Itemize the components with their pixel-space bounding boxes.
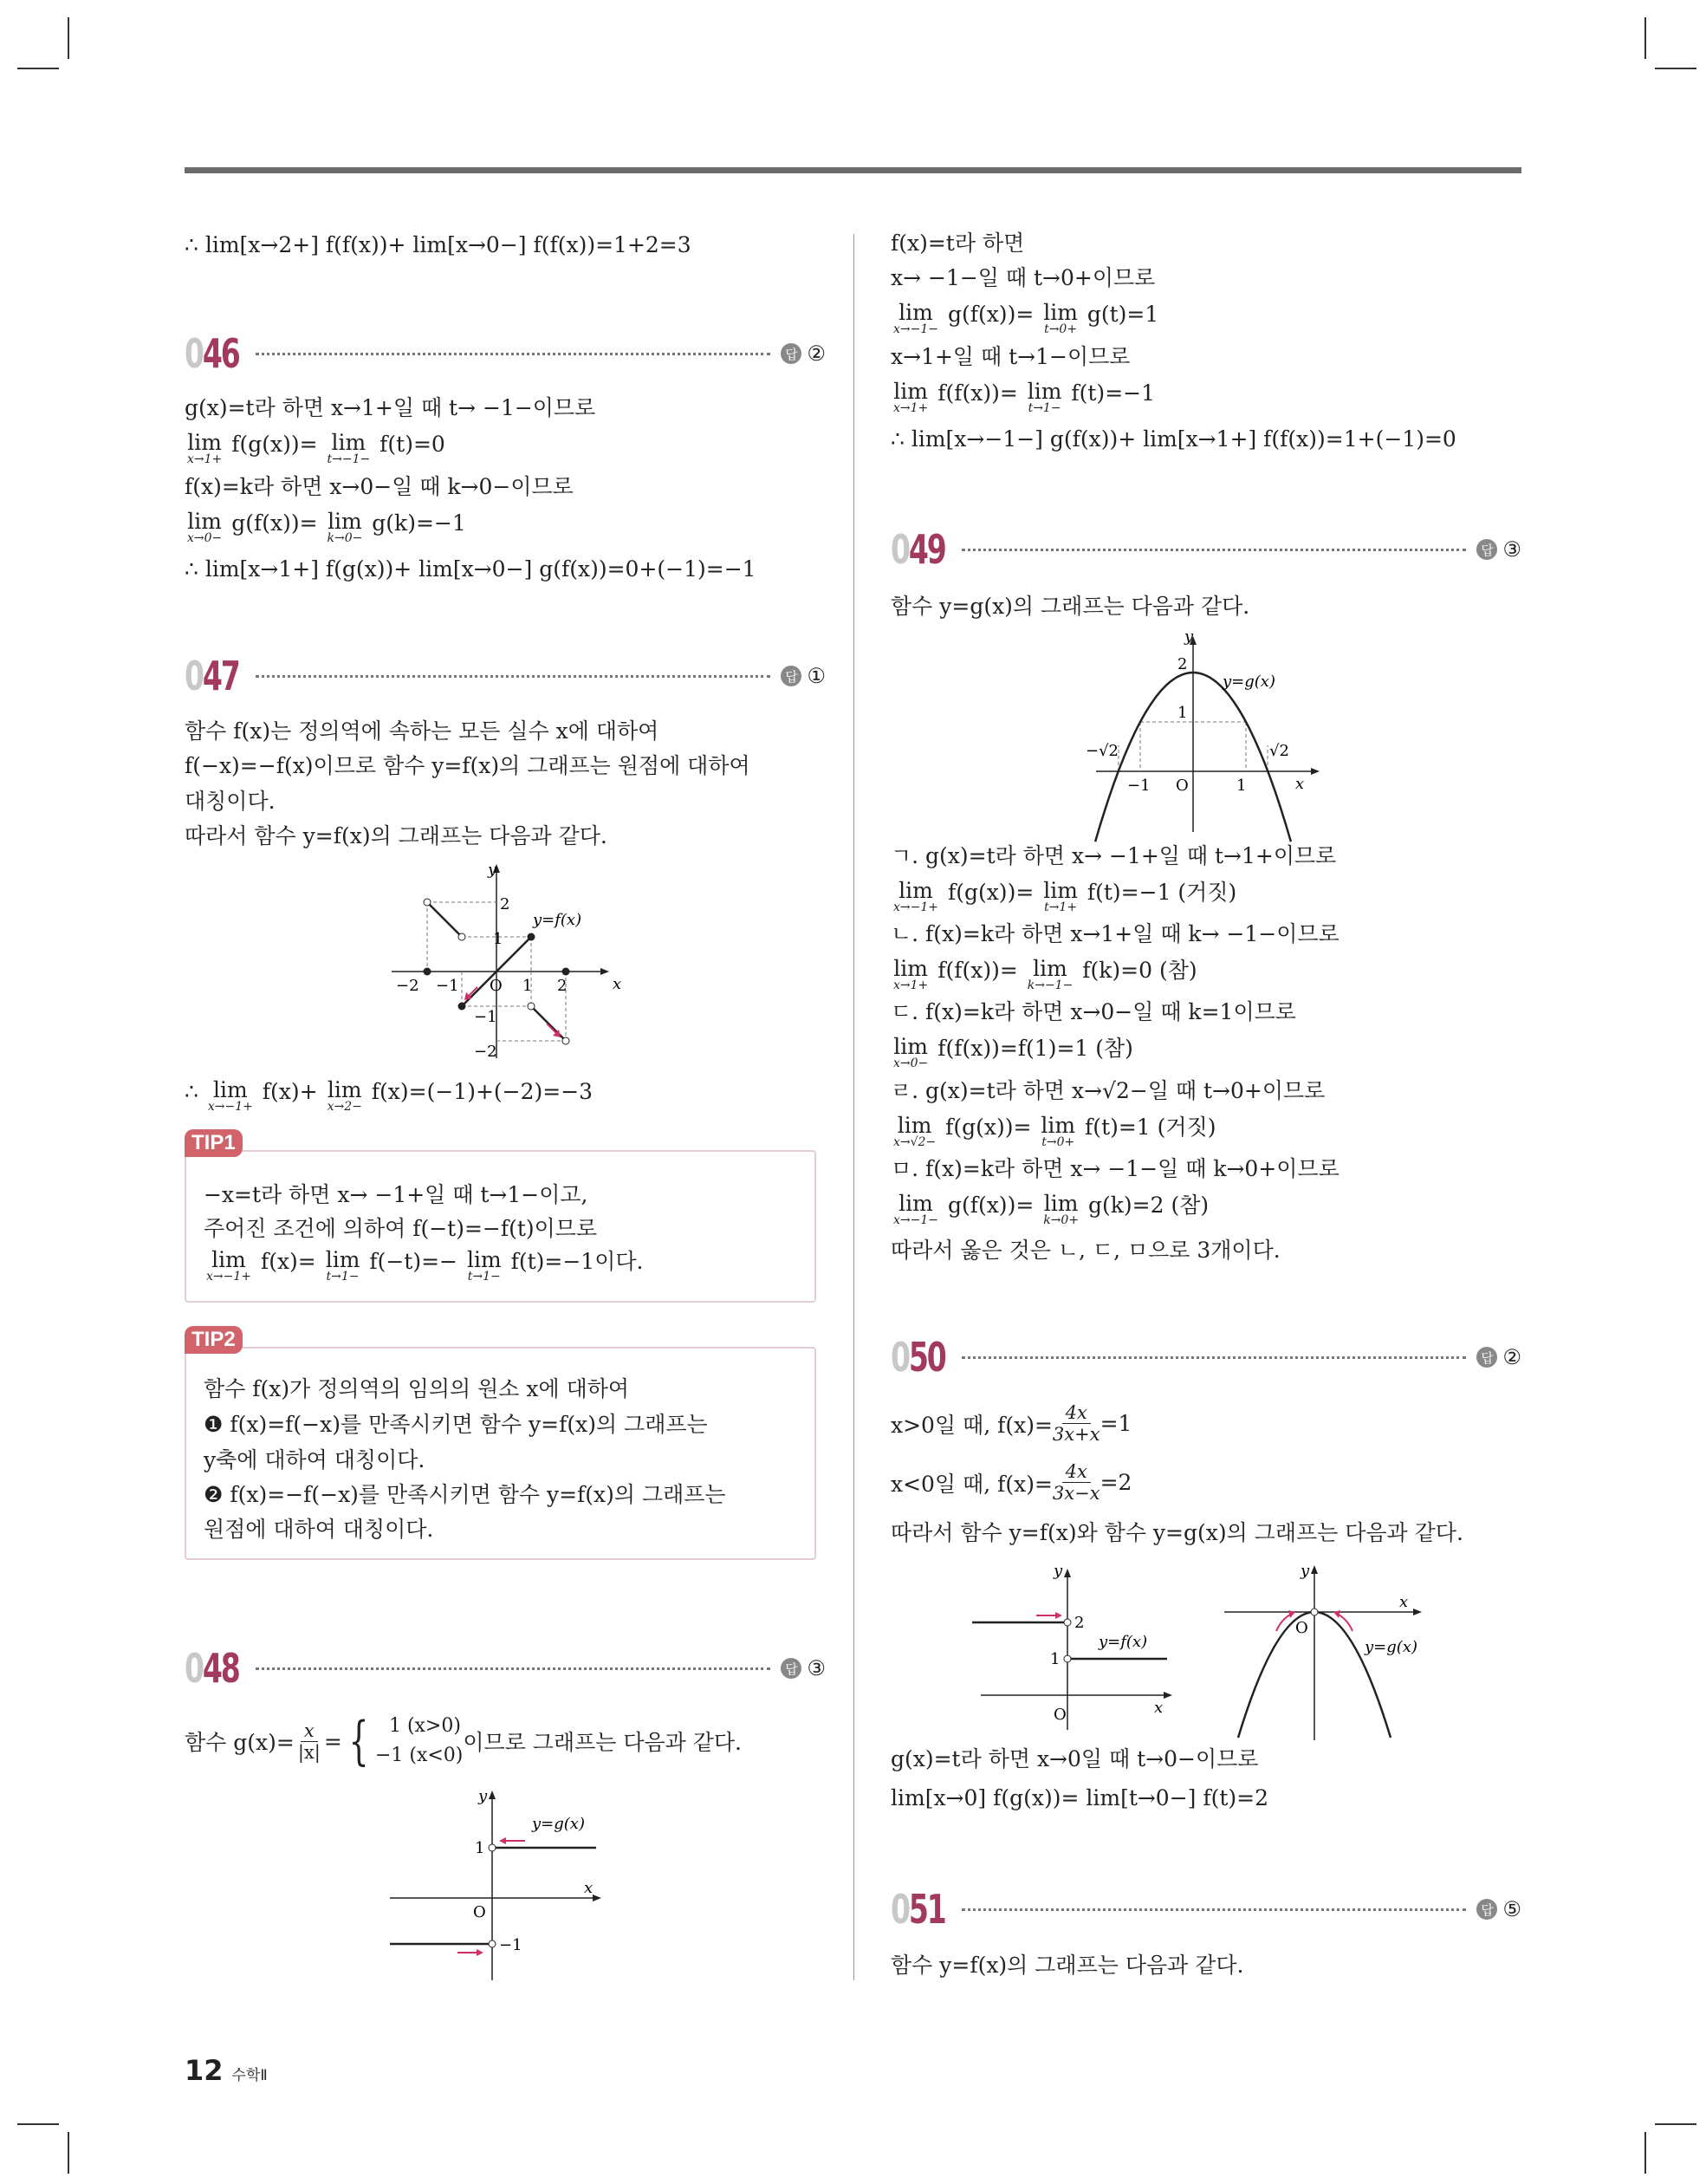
page-footer — [185, 2054, 268, 2087]
svg-text:−1: −1 — [474, 1008, 497, 1026]
text-line: 대칭이다. — [185, 789, 276, 814]
tip1-label: TIP1 — [185, 1129, 243, 1157]
limit-operator: lim x→√2− — [893, 1113, 937, 1149]
text-line: g(x)=t라 하면 x→0일 때 t→0−이므로 — [891, 1746, 1259, 1771]
text-line: 함수 y=g(x)의 그래프는 다음과 같다. — [891, 594, 1250, 619]
text-line: −x=t라 하면 x→ −1+일 때 t→1−이고, — [204, 1182, 588, 1207]
math-line: g(x)=t라 하면 x→1+일 때 t→ −1−이므로 — [185, 395, 596, 420]
problem-number: 046 — [185, 330, 239, 377]
list-item: ㅁ. f(x)=k라 하면 x→ −1−일 때 k→0+이므로 — [891, 1156, 1340, 1181]
answer-icon: 답 — [781, 343, 801, 364]
svg-text:x: x — [1295, 775, 1305, 793]
answer-badge: 답 ③ — [781, 1656, 826, 1680]
svg-text:−1: −1 — [1127, 777, 1151, 795]
svg-text:y: y — [478, 1787, 488, 1805]
answer-badge: 답 ⑤ — [1476, 1897, 1521, 1921]
page-number: 12 — [185, 2054, 224, 2087]
dotted-leader — [256, 675, 770, 678]
math-line: lim x→0− g(f(x))= lim k→0− g(k)=−1 — [187, 509, 466, 545]
svg-text:2: 2 — [1074, 1614, 1085, 1632]
crop-mark — [68, 2132, 69, 2174]
text-line: x→ −1−일 때 t→0+이므로 — [891, 265, 1156, 290]
limit-operator: lim x→−1− — [893, 300, 938, 336]
answer-badge: 답 ③ — [1476, 537, 1521, 562]
graph-g-050 — [1217, 1558, 1443, 1742]
list-item: lim x→√2− f(g(x))= lim t→0+ f(t)=1 (거짓) — [893, 1113, 1216, 1149]
problem-header-051 — [891, 1888, 1521, 1931]
answer-badge: 답 ② — [1476, 1345, 1521, 1369]
svg-text:2: 2 — [557, 977, 568, 995]
limit-operator: lim x→1+ — [893, 956, 929, 992]
limit-operator: lim t→1− — [325, 1247, 360, 1284]
dotted-leader — [962, 549, 1466, 551]
limit-operator: lim t→1− — [466, 1247, 502, 1284]
problem-header-050 — [891, 1336, 1521, 1379]
crop-mark — [17, 68, 59, 69]
svg-text:O: O — [473, 1903, 486, 1921]
svg-text:−1: −1 — [436, 977, 459, 995]
limit-operator: lim t→1+ — [1043, 878, 1078, 914]
limit-operator: lim t→1− — [1027, 379, 1062, 415]
crop-mark — [1644, 2132, 1646, 2174]
answer-icon: 답 — [781, 666, 801, 686]
svg-text:x: x — [1154, 1699, 1164, 1717]
svg-text:O: O — [490, 977, 503, 995]
answer-icon: 답 — [781, 1658, 801, 1679]
text-line: f(−x)=−f(x)이므로 함수 y=f(x)의 그래프는 원점에 대하여 — [185, 753, 750, 778]
text-line: 따라서 함수 y=f(x)와 함수 y=g(x)의 그래프는 다음과 같다. — [891, 1520, 1463, 1545]
text-line: ❶ f(x)=f(−x)를 만족시키면 함수 y=f(x)의 그래프는 — [204, 1412, 708, 1437]
text-line: 따라서 함수 y=f(x)의 그래프는 다음과 같다. — [185, 823, 607, 848]
list-item: ㄹ. g(x)=t라 하면 x→√2−일 때 t→0+이므로 — [891, 1078, 1326, 1103]
text-line: ❷ f(x)=−f(−x)를 만족시키면 함수 y=f(x)의 그래프는 — [204, 1482, 726, 1507]
limit-operator: lim t→−1− — [327, 430, 371, 466]
answer-icon: 답 — [1476, 539, 1497, 560]
svg-text:1: 1 — [493, 930, 503, 948]
limit-operator: lim x→−1+ — [207, 1077, 253, 1114]
limit-operator: lim x→2− — [327, 1077, 362, 1114]
dotted-leader — [256, 1667, 770, 1670]
limit-operator: lim x→−1+ — [206, 1247, 251, 1284]
svg-text:1: 1 — [1177, 704, 1188, 722]
list-item: lim x→0− f(f(x))=f(1)=1 (참) — [893, 1034, 1133, 1070]
list-item: lim x→1+ f(f(x))= lim k→−1− f(k)=0 (참) — [893, 956, 1197, 992]
graph-f-047 — [392, 861, 622, 1061]
svg-text:1: 1 — [475, 1839, 485, 1857]
text-line: 함수 f(x)가 정의역의 임의의 원소 x에 대하여 — [204, 1376, 630, 1401]
limit-operator: lim k→−1− — [1027, 956, 1074, 992]
limit-operator: lim t→0+ — [1043, 300, 1078, 336]
math-line: ∴ lim x→−1+ f(x)+ lim x→2− f(x)=(−1)+(−2)=−3 — [185, 1077, 594, 1114]
problem-header-049 — [891, 528, 1521, 571]
limit-operator: lim x→1+ — [187, 430, 223, 466]
math-line: ∴ lim[x→2+] f(f(x))+ lim[x→0−] f(f(x))=1+2=3 — [185, 232, 691, 257]
problem-header-047 — [185, 654, 826, 698]
math-line: ∴ lim[x→1+] f(g(x))+ lim[x→0−] g(f(x))=0+(−1)=−1 — [185, 556, 756, 582]
list-item: ㄱ. g(x)=t라 하면 x→ −1+일 때 t→1+이므로 — [891, 843, 1337, 868]
math-line: lim x→−1− g(f(x))= lim t→0+ g(t)=1 — [893, 300, 1159, 336]
piecewise-definition: 함수 g(x)= $\frac{x}{|x|}$ = { 1 (x>0) −1 (x<0) 이므로 그래프는 다음과 같다. — [185, 1711, 742, 1771]
svg-text:y: y — [488, 861, 497, 879]
tip2-label: TIP2 — [185, 1326, 243, 1354]
math-line: lim x→1+ f(f(x))= lim t→1− f(t)=−1 — [893, 379, 1155, 415]
svg-text:x: x — [613, 975, 622, 993]
text-line: 원점에 대하여 대칭이다. — [204, 1517, 434, 1542]
crop-mark — [1644, 17, 1646, 59]
svg-text:y=g(x): y=g(x) — [1223, 673, 1275, 691]
svg-text:y: y — [1184, 627, 1194, 646]
problem-number: 051 — [891, 1886, 945, 1933]
problem-number: 047 — [185, 653, 239, 699]
svg-text:y=f(x): y=f(x) — [1099, 1633, 1148, 1651]
fraction-line: x>0일 때, f(x)= $\frac{4x}{3x+x}$ =1 — [891, 1402, 1132, 1445]
text-line: 따라서 옳은 것은 ㄴ, ㄷ, ㅁ으로 3개이다. — [891, 1238, 1281, 1263]
problem-header-046 — [185, 332, 826, 375]
fraction-line: x<0일 때, f(x)= $\frac{4x}{3x-x}$ =2 — [891, 1461, 1132, 1504]
dotted-leader — [256, 353, 770, 355]
text-line: 함수 y=f(x)의 그래프는 다음과 같다. — [891, 1953, 1244, 1978]
svg-text:y=g(x): y=g(x) — [532, 1815, 585, 1833]
list-item: lim x→−1− g(f(x))= lim k→0+ g(k)=2 (참) — [893, 1191, 1210, 1227]
svg-text:y: y — [1301, 1562, 1310, 1580]
answer-icon: 답 — [1476, 1899, 1497, 1920]
text-line: f(x)=t라 하면 — [891, 231, 1025, 256]
text-line: x→1+일 때 t→1−이므로 — [891, 344, 1131, 369]
answer-badge: 답 ② — [781, 341, 826, 366]
svg-text:1: 1 — [1050, 1650, 1061, 1668]
list-item: ㄷ. f(x)=k라 하면 x→0−일 때 k=1이므로 — [891, 999, 1296, 1024]
list-item: lim x→−1+ f(g(x))= lim t→1+ f(t)=−1 (거짓) — [893, 878, 1237, 914]
crop-mark — [1655, 68, 1696, 69]
crop-mark — [68, 17, 69, 59]
tip1-box — [185, 1131, 816, 1303]
svg-text:1: 1 — [522, 977, 533, 995]
svg-text:−2: −2 — [396, 977, 419, 995]
svg-text:−2: −2 — [474, 1043, 497, 1061]
svg-text:√2: √2 — [1269, 742, 1289, 760]
math-line: lim[x→0] f(g(x))= lim[t→0−] f(t)=2 — [891, 1785, 1269, 1810]
svg-text:O: O — [1295, 1619, 1308, 1637]
svg-text:2: 2 — [500, 895, 510, 913]
limit-operator: lim x→−1+ — [893, 878, 938, 914]
math-line: lim x→1+ f(g(x))= lim t→−1− f(t)=0 — [187, 430, 445, 466]
limit-operator: lim x→0− — [187, 509, 223, 545]
limit-operator: lim k→0+ — [1043, 1191, 1080, 1227]
answer-badge: 답 ① — [781, 664, 826, 688]
limit-operator: lim k→0− — [327, 509, 363, 545]
graph-g-048 — [390, 1785, 615, 1985]
crop-mark — [1655, 2123, 1696, 2125]
problem-number: 048 — [185, 1645, 239, 1692]
dotted-leader — [962, 1356, 1466, 1359]
subject-label: 수학Ⅱ — [231, 2067, 268, 2084]
text-line: y축에 대하여 대칭이다. — [204, 1447, 425, 1472]
svg-text:O: O — [1054, 1706, 1067, 1724]
limit-operator: lim x→1+ — [893, 379, 929, 415]
problem-header-048 — [185, 1647, 826, 1690]
svg-text:−√2: −√2 — [1086, 742, 1119, 760]
column-divider — [853, 234, 854, 1980]
problem-number: 050 — [891, 1334, 945, 1381]
dotted-leader — [962, 1908, 1466, 1911]
limit-operator: lim x→−1− — [893, 1191, 938, 1227]
svg-text:O: O — [1176, 777, 1189, 795]
svg-text:y=g(x): y=g(x) — [1365, 1638, 1417, 1656]
math-line: ∴ lim[x→−1−] g(f(x))+ lim[x→1+] f(f(x))=1+(−1)=0 — [891, 426, 1456, 452]
limit-operator: lim x→0− — [893, 1034, 929, 1070]
text-line: 주어진 조건에 의하여 f(−t)=−f(t)이므로 — [204, 1216, 598, 1241]
list-item: ㄴ. f(x)=k라 하면 x→1+일 때 k→ −1−이므로 — [891, 921, 1340, 946]
graph-g-049 — [1086, 627, 1327, 837]
limit-operator: lim t→0+ — [1041, 1113, 1076, 1149]
svg-text:y=f(x): y=f(x) — [533, 911, 582, 929]
problem-number: 049 — [891, 526, 945, 573]
svg-text:−1: −1 — [499, 1936, 522, 1954]
tip2-box — [185, 1328, 816, 1560]
header-rule — [185, 167, 1521, 173]
graph-f-050 — [972, 1558, 1171, 1742]
crop-mark — [17, 2123, 59, 2125]
math-line: f(x)=k라 하면 x→0−일 때 k→0−이므로 — [185, 474, 574, 499]
svg-text:1: 1 — [1236, 777, 1247, 795]
answer-icon: 답 — [1476, 1347, 1497, 1368]
svg-text:2: 2 — [1177, 655, 1188, 673]
svg-text:y: y — [1054, 1562, 1063, 1580]
math-line: lim x→−1+ f(x)= lim t→1− f(−t)=− lim t→1− f(t)=−1이다. — [206, 1247, 644, 1284]
svg-text:x: x — [1399, 1593, 1409, 1611]
text-line: 함수 f(x)는 정의역에 속하는 모든 실수 x에 대하여 — [185, 718, 659, 744]
svg-text:x: x — [584, 1879, 594, 1897]
